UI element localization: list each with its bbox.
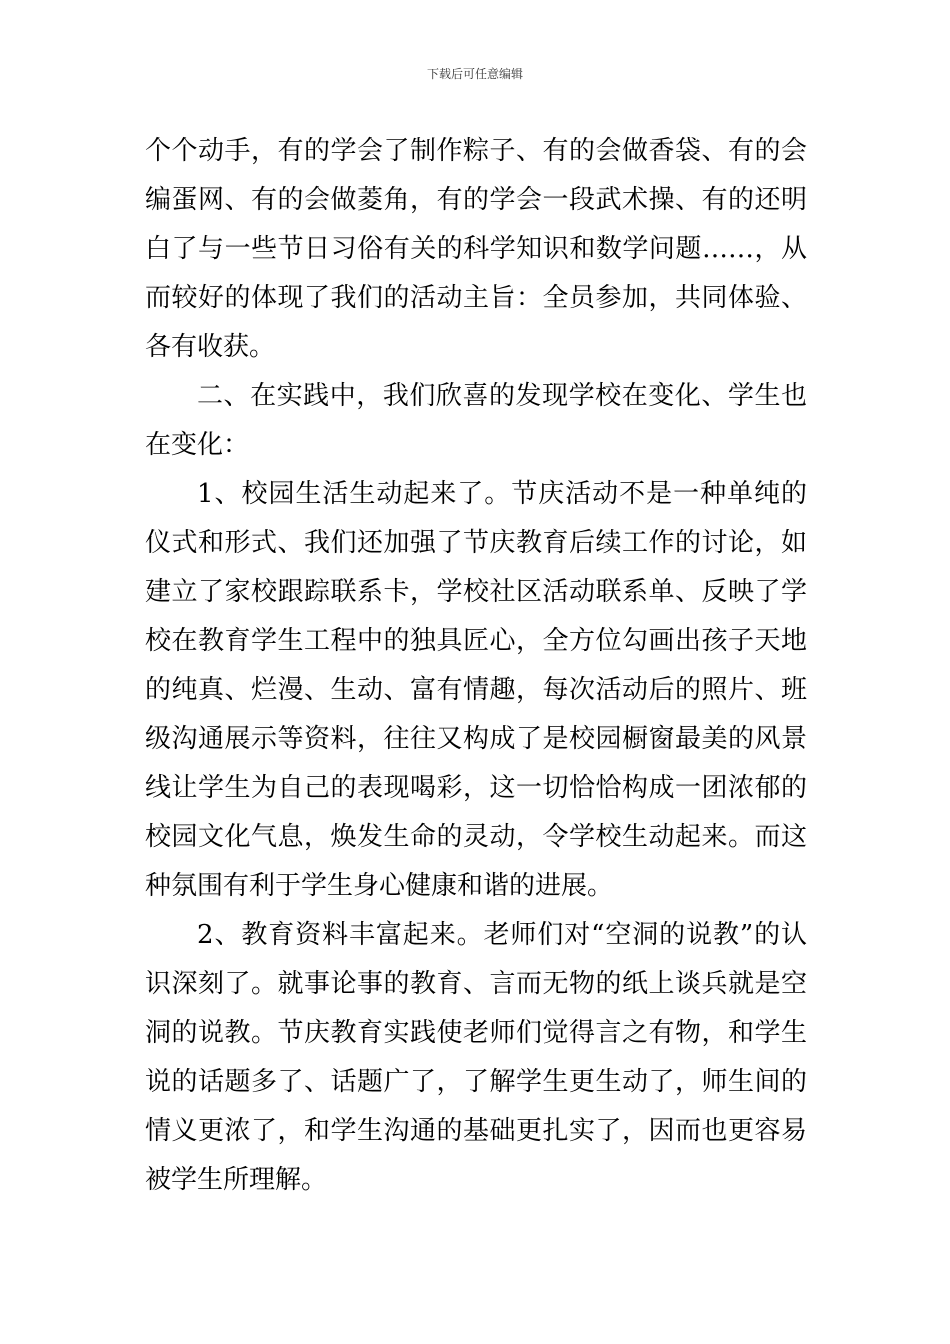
paragraph-item-one: 1、校园生活生动起来了。节庆活动不是一种单纯的仪式和形式、我们还加强了节庆教育后续工作的讨论，如建立了家校跟踪联系卡，学校社区活动联系单、反映了学校在教育学生工程中的独具匠心，全方位勾画出孩子天地的纯真、烂漫、生动、富有情趣，每次活动后的照片、班级沟通展示等资料，往往又构成了是校园橱窗最美的风景线让学生为自己的表现喝彩，这一切恰恰构成一团浓郁的校园文化气息，焕发生命的灵动，令学校生动起来。而这种氛围有利于学生身心健康和谐的进展。 [145,479,807,901]
paragraph-continuation: 个个动手，有的学会了制作粽子、有的会做香袋、有的会编蛋网、有的会做菱角，有的学会一段武术操、有的还明白了与一些节日习俗有关的科学知识和数学问题……，从而较好的体现了我们的活动主旨：全员参加，共同体验、各有收获。 [145,136,807,362]
document-body [145,127,807,1205]
paragraph-section-two: 二、在实践中，我们欣喜的发现学校在变化、学生也在变化： [145,381,807,460]
paragraph-item-two: 2、教育资料丰富起来。老师们对“空洞的说教”的认识深刻了。就事论事的教育、言而无物的纸上谈兵就是空洞的说教。节庆教育实践使老师们觉得言之有物，和学生说的话题多了、话题广了，了解学生更生动了，师生间的情义更浓了，和学生沟通的基础更扎实了，因而也更容易被学生所理解。 [145,920,807,1195]
page-header: 下载后可任意编辑 [426,67,523,81]
